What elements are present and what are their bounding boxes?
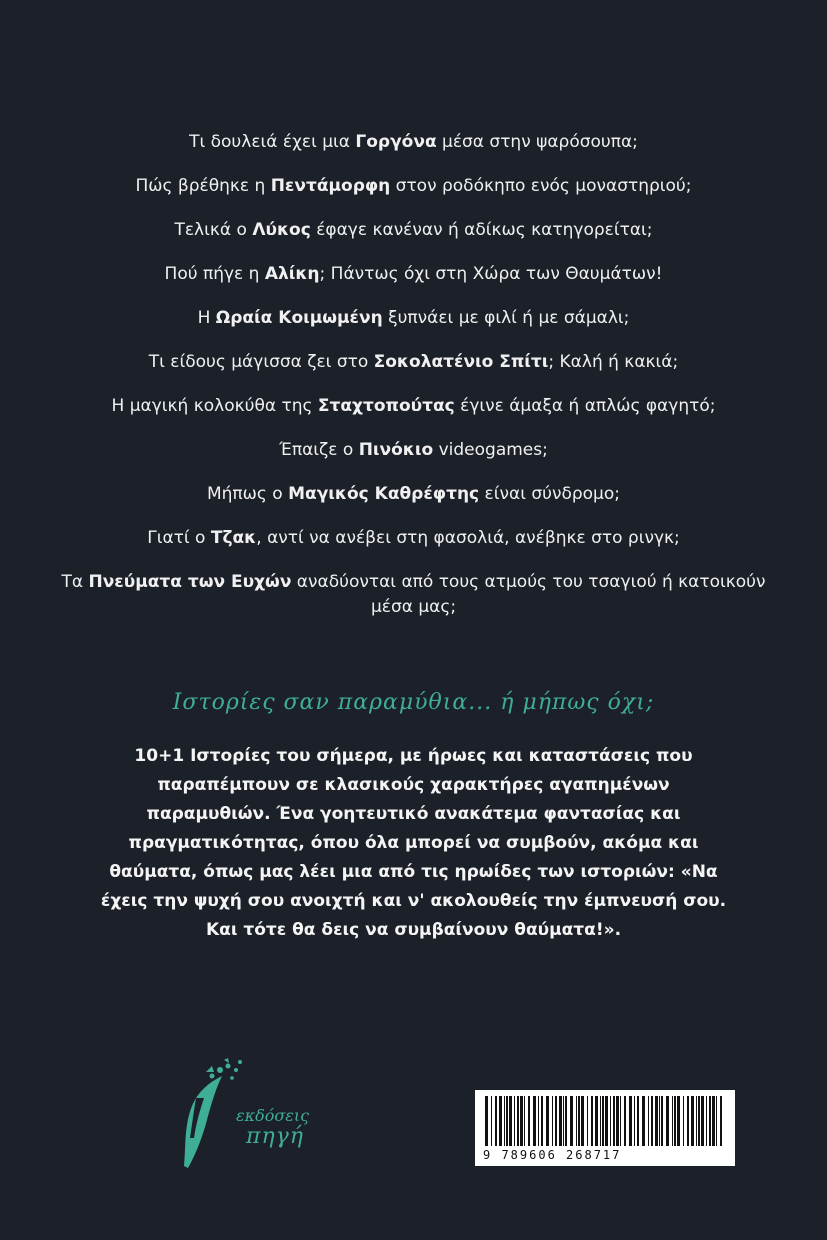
- barcode-bar: [642, 1096, 645, 1146]
- question-2: [60, 174, 767, 199]
- barcode-bar: [595, 1096, 598, 1146]
- barcode-bar: [591, 1096, 593, 1146]
- barcode-bar: [712, 1096, 715, 1146]
- barcode-bar: [648, 1096, 649, 1146]
- tagline: Ιστορίες σαν παραμύθια... ή μήπως όχι;: [172, 690, 655, 715]
- character-name: Γοργόνα: [355, 132, 437, 152]
- question-text: ; Πάντως όχι στη Χώρα των Θαυμάτων!: [319, 264, 663, 284]
- question-text: Έπαιζε ο: [279, 440, 359, 460]
- barcode-bar: [651, 1096, 653, 1146]
- barcode-bar: [687, 1096, 689, 1146]
- question-9: [60, 482, 767, 507]
- barcode-bar: [514, 1096, 515, 1146]
- barcode-bar: [698, 1096, 700, 1146]
- barcode-bar: [559, 1096, 562, 1146]
- barcode-bar: [659, 1096, 660, 1146]
- question-8: [60, 438, 767, 463]
- barcode-bar: [706, 1096, 707, 1146]
- isbn-barcode: [475, 1090, 735, 1166]
- barcode-bar: [552, 1096, 553, 1146]
- isbn-number: 9 789606 268717: [483, 1148, 622, 1162]
- question-text: , αντί να ανέβει στη φασολιά, ανέβηκε στο ρινγκ;: [256, 528, 680, 548]
- barcode-bar: [578, 1096, 580, 1146]
- barcode-bar: [520, 1096, 523, 1146]
- barcode-bar: [524, 1096, 525, 1146]
- question-10: [60, 526, 767, 551]
- question-text: έφαγε κανέναν ή αδίκως κατηγορείται;: [310, 220, 653, 240]
- question-text: αναδύονται από τους ατμούς του τσαγιού ή κατοικούν μέσα μας;: [291, 572, 766, 617]
- question-7: [60, 394, 767, 419]
- barcode-bar: [624, 1096, 626, 1146]
- barcode-bar: [563, 1096, 564, 1146]
- barcode-bar: [555, 1096, 557, 1146]
- barcode-bar: [613, 1096, 615, 1146]
- barcode-bar: [495, 1096, 497, 1146]
- question-text: Τι είδους μάγισσα ζει στο: [148, 352, 374, 372]
- character-name: Τζακ: [210, 528, 257, 548]
- character-name: Ωραία Κοιμωμένη: [215, 308, 383, 328]
- question-text: Τι δουλειά έχει μια: [189, 132, 356, 152]
- barcode-bar: [602, 1096, 604, 1146]
- barcode-bar: [620, 1096, 621, 1146]
- character-name: Πεντάμορφη: [270, 176, 391, 196]
- barcode-bar: [616, 1096, 619, 1146]
- question-11: [60, 570, 767, 620]
- barcode-bar: [720, 1096, 722, 1146]
- barcode-bars: [483, 1096, 727, 1146]
- question-text: videogames;: [433, 440, 548, 460]
- character-name: Πνεύματα των Ευχών: [88, 572, 292, 592]
- question-text: Μήπως ο: [206, 484, 289, 504]
- barcode-bar: [570, 1096, 573, 1146]
- barcode-bar: [701, 1096, 704, 1146]
- summary-text: 10+1 Ιστορίες του σήμερα, με ήρωες και καταστάσεις που παραπέμπουν σε κλασικούς χαρακτήρες αγαπημένων παραμυθιών. Ένα γοητευτικό ανακάτεμα φαντασίας και πραγματικότητας, όπου όλα μπορεί να συμβούν, ακόμα και θαύματα, όπως μας λέει μια από τις ηρωίδες των ιστοριών: «Να έχεις την ψυχή σου ανοιχτή και ν' ακολουθείς την έμπνευσή σου. Και τότε θα δεις να συμβαίνουν θαύματα!».: [100, 746, 727, 940]
- questions-list: [60, 130, 767, 639]
- question-text: μέσα στην ψαρόσουπα;: [436, 132, 638, 152]
- question-text: ξυπνάει με φιλί ή με σάμαλι;: [382, 308, 630, 328]
- publisher-name-line1: εκδόσεις: [236, 1106, 310, 1125]
- question-text: Τα: [61, 572, 89, 592]
- character-name: Λύκος: [252, 220, 311, 240]
- question-5: [60, 306, 767, 331]
- question-1: [60, 130, 767, 155]
- character-name: Μαγικός Καθρέφτης: [288, 484, 480, 504]
- question-text: Γιατί ο: [147, 528, 211, 548]
- barcode-bar: [716, 1096, 717, 1146]
- barcode-bar: [546, 1096, 549, 1146]
- barcode-bar: [629, 1096, 632, 1146]
- barcode-bar: [538, 1096, 539, 1146]
- character-name: Σταχτοπούτας: [317, 396, 455, 416]
- character-name: Σοκολατένιο Σπίτι: [373, 352, 549, 372]
- barcode-bar: [541, 1096, 543, 1146]
- question-text: έγινε άμαξα ή απλώς φαγητό;: [454, 396, 716, 416]
- barcode-bar: [565, 1096, 567, 1146]
- barcode-bar: [576, 1096, 577, 1146]
- barcode-bar: [610, 1096, 611, 1146]
- barcode-bar: [533, 1096, 536, 1146]
- barcode-bar: [661, 1096, 663, 1146]
- barcode-bar: [637, 1096, 639, 1146]
- barcode-bar: [509, 1096, 512, 1146]
- barcode-bar: [587, 1096, 588, 1146]
- barcode-bar: [504, 1096, 505, 1146]
- barcode-bar: [666, 1096, 669, 1146]
- question-6: [60, 350, 767, 375]
- barcode-bar: [499, 1096, 502, 1146]
- barcode-bar: [605, 1096, 608, 1146]
- question-4: [60, 262, 767, 287]
- barcode-bar: [600, 1096, 601, 1146]
- barcode-bar: [528, 1096, 530, 1146]
- question-text: Η μαγική κολοκύθα της: [111, 396, 318, 416]
- barcode-bar: [517, 1096, 519, 1146]
- question-text: ; Καλή ή κακιά;: [548, 352, 679, 372]
- barcode-bar: [677, 1096, 680, 1146]
- question-text: στον ροδόκηπο ενός μοναστηριού;: [390, 176, 692, 196]
- barcode-bar: [674, 1096, 676, 1146]
- question-text: είναι σύνδρομο;: [479, 484, 620, 504]
- barcode-bar: [581, 1096, 584, 1146]
- character-name: Πινόκιο: [358, 440, 434, 460]
- publisher-name-line2: πηγή: [246, 1124, 304, 1149]
- character-name: Αλίκη: [264, 264, 320, 284]
- barcode-bar: [696, 1096, 697, 1146]
- barcode-bar: [634, 1096, 635, 1146]
- barcode-bar: [709, 1096, 711, 1146]
- question-text: Πώς βρέθηκε η: [135, 176, 271, 196]
- barcode-bar: [683, 1096, 684, 1146]
- barcode-bar: [691, 1096, 694, 1146]
- question-text: Τελικά ο: [174, 220, 253, 240]
- question-3: [60, 218, 767, 243]
- barcode-bar: [672, 1096, 673, 1146]
- barcode-bar: [485, 1096, 488, 1146]
- barcode-bar: [491, 1096, 492, 1146]
- question-text: Πού πήγε η: [164, 264, 265, 284]
- question-text: Η: [197, 308, 216, 328]
- barcode-bar: [506, 1096, 508, 1146]
- barcode-bar: [655, 1096, 658, 1146]
